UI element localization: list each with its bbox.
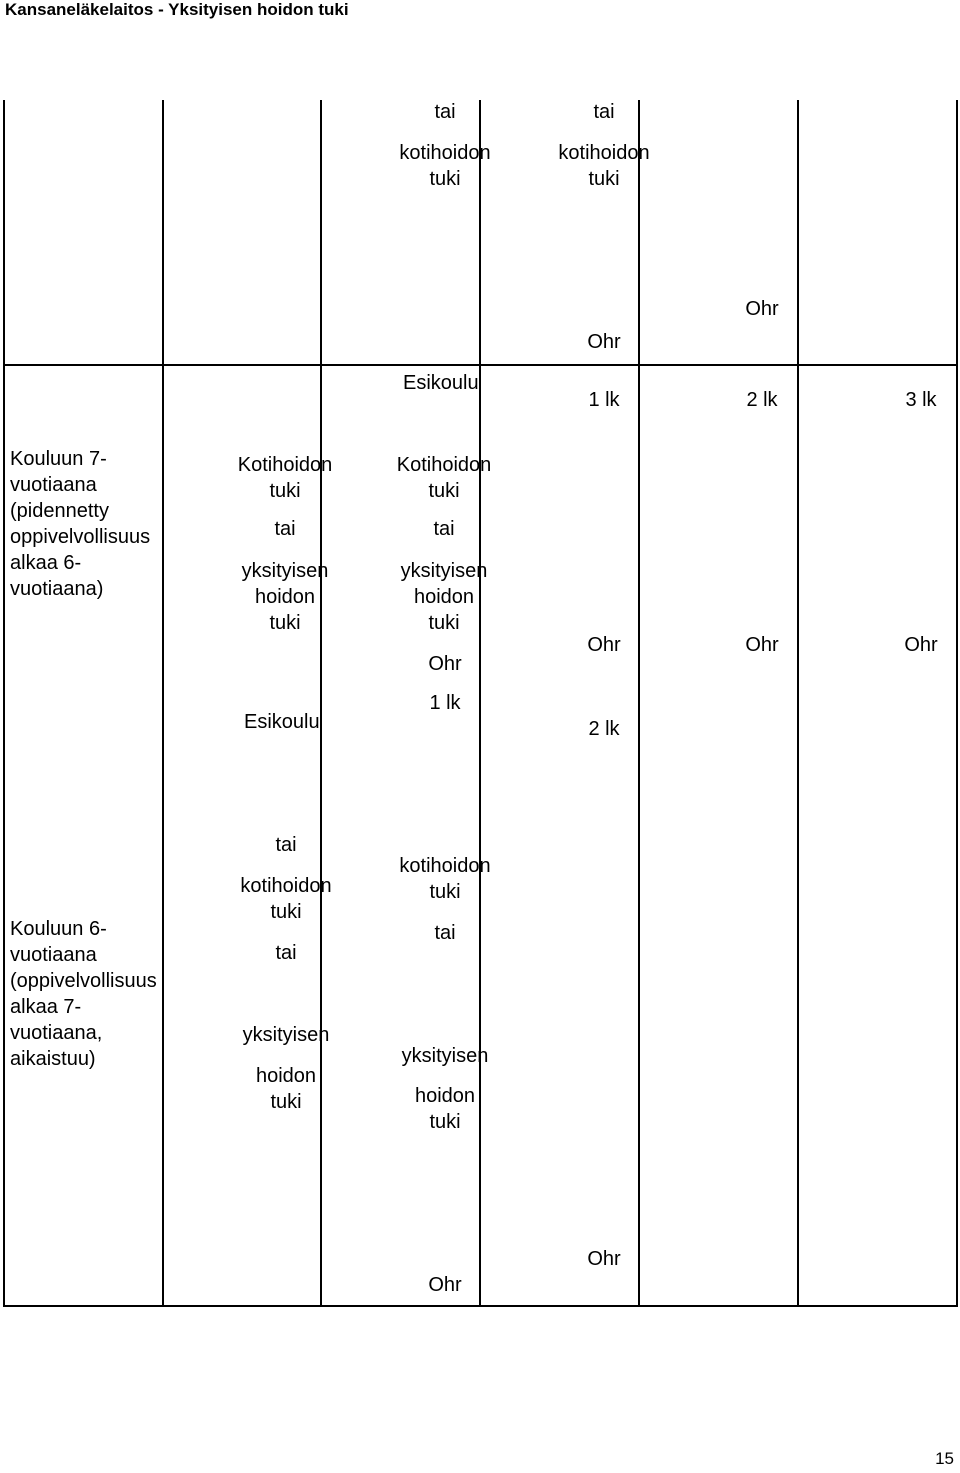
top-c3-text: tai	[434, 101, 456, 123]
row6-label: vuotiaana	[10, 944, 97, 966]
row7-c6-ohr: Ohr	[904, 634, 938, 656]
row7-c4-ohr: Ohr	[587, 634, 621, 656]
table-rule-h2	[3, 1305, 958, 1307]
row6-c3-ohr: Ohr	[428, 1274, 462, 1296]
row7-c3-ohr: Ohr	[428, 653, 462, 675]
row6-c3-text: tai	[434, 922, 456, 944]
row7-c3-text: tuki	[428, 480, 460, 502]
row6-c2-text: kotihoidon	[240, 875, 332, 897]
row7-label: Kouluun 7-	[10, 448, 107, 470]
row7-c3-text: hoidon	[413, 586, 475, 608]
row7-c5-ohr: Ohr	[745, 634, 779, 656]
row7-c4-lk: 2 lk	[588, 718, 620, 740]
top-c4-ohr: Ohr	[587, 331, 621, 353]
row6-label: vuotiaana,	[10, 1022, 103, 1044]
row7-c2-text: yksityisen	[241, 560, 329, 582]
row7-c2-text: hoidon	[254, 586, 316, 608]
top-c5-lk: 2 lk	[746, 389, 778, 411]
row7-c3-text: yksityisen	[400, 560, 488, 582]
row6-label: Kouluun 6-	[10, 918, 107, 940]
row6-c3-text: hoidon	[414, 1085, 476, 1107]
row7-c3-lk: 1 lk	[429, 692, 461, 714]
row7-c2-text: tai	[274, 518, 296, 540]
row7-label: (pidennetty	[10, 500, 109, 522]
row7-label: alkaa 6-	[10, 552, 82, 574]
row7-c3-text: tai	[433, 518, 455, 540]
row6-c3-text: yksityisen	[401, 1045, 489, 1067]
row6-c2-text: tuki	[270, 1091, 302, 1113]
top-c3-text: tuki	[429, 168, 461, 190]
row6-label: (oppivelvollisuus	[10, 970, 157, 992]
row7-label: oppivelvollisuus	[10, 526, 151, 548]
row6-c2-text: tai	[275, 942, 297, 964]
row6-c3-text: tuki	[429, 881, 461, 903]
row6-label: alkaa 7-	[10, 996, 82, 1018]
row7-c2-esikoulu: Esikoulu	[244, 711, 320, 733]
top-c3-esikoulu: Esikoulu	[403, 372, 479, 394]
top-c3-text: kotihoidon	[399, 142, 491, 164]
page-header-title: Kansaneläkelaitos - Yksityisen hoidon tuki	[5, 0, 349, 19]
table-rule-v7	[956, 100, 958, 1307]
page-number: 15	[935, 1449, 954, 1468]
row6-c2-text: tuki	[270, 901, 302, 923]
row6-c3-text: kotihoidon	[399, 855, 491, 877]
table-rule-v1	[3, 100, 5, 1307]
row7-c3-text: Kotihoidon	[396, 454, 492, 476]
table-rule-v6	[797, 100, 799, 1307]
top-c6-lk: 3 lk	[905, 389, 937, 411]
row7-c3-text: tuki	[428, 612, 460, 634]
row6-c4-ohr: Ohr	[587, 1248, 621, 1270]
top-c4-text: tuki	[588, 168, 620, 190]
top-c4-text: tai	[593, 101, 615, 123]
table-rule-v3	[320, 100, 322, 1307]
table-rule-v5	[638, 100, 640, 1307]
row7-c2-text: tuki	[269, 612, 301, 634]
row7-c2-text: tuki	[269, 480, 301, 502]
row6-c2-text: yksityisen	[242, 1024, 330, 1046]
table-rule-h1	[3, 364, 958, 366]
row7-label: vuotiaana	[10, 474, 97, 496]
row6-c2-text: hoidon	[255, 1065, 317, 1087]
table-rule-v2	[162, 100, 164, 1307]
top-c5-ohr: Ohr	[745, 298, 779, 320]
row7-c2-text: Kotihoidon	[237, 454, 333, 476]
row6-c2-text: tai	[275, 834, 297, 856]
top-c4-text: kotihoidon	[558, 142, 650, 164]
top-c4-lk: 1 lk	[588, 389, 620, 411]
row7-label: vuotiaana)	[10, 578, 104, 600]
row6-c3-text: tuki	[429, 1111, 461, 1133]
row6-label: aikaistuu)	[10, 1048, 96, 1070]
